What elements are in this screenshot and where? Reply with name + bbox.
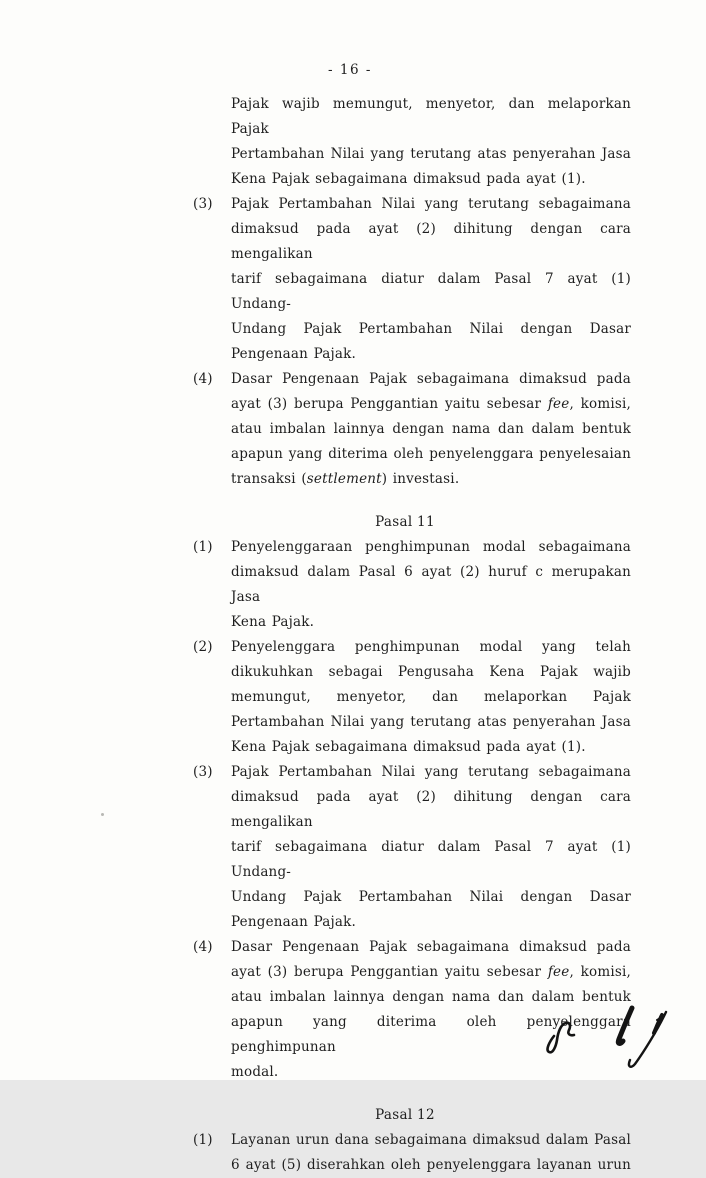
text-line: apapun yang diterima oleh penyelenggara penghimpunan: [231, 1014, 631, 1055]
item-number: (4): [193, 939, 213, 955]
section-heading: Pasal 12: [375, 1107, 435, 1123]
numbered-paragraph: [193, 635, 631, 760]
text-line: 6 ayat (5) diserahkan oleh penyelenggara layanan urun: [231, 1157, 631, 1173]
numbered-paragraph: [193, 192, 631, 367]
item-number: (3): [193, 196, 213, 212]
text-line: transaksi (settlement) investasi.: [231, 471, 460, 487]
text-line: tarif sebagaimana diatur dalam Pasal 7 ayat (1) Undang-: [231, 839, 631, 880]
text-line: Kena Pajak sebagaimana dimaksud pada ayat (1).: [231, 171, 586, 187]
text-line: Penyelenggara penghimpunan modal yang telah: [231, 639, 631, 655]
text-line: Kena Pajak sebagaimana dimaksud pada ayat (1).: [231, 739, 586, 755]
text-line: tarif sebagaimana diatur dalam Pasal 7 ayat (1) Undang-: [231, 271, 631, 312]
text-line: Penyelenggaraan penghimpunan modal sebagaimana: [231, 539, 631, 555]
text-line: atau imbalan lainnya dengan nama dan dalam bentuk: [231, 421, 631, 437]
item-number: (1): [193, 539, 213, 555]
text-line: Pajak Pertambahan Nilai yang terutang sebagaimana: [231, 196, 631, 212]
text-line: Pengenaan Pajak.: [231, 914, 357, 930]
text-line: Pengenaan Pajak.: [231, 346, 357, 362]
text-line: modal.: [231, 1064, 279, 1080]
numbered-paragraph: [193, 535, 631, 635]
text-line: dimaksud pada ayat (2) dihitung dengan cara mengalikan: [231, 789, 631, 830]
handwritten-initials: [520, 998, 696, 1080]
text-line: ayat (3) berupa Penggantian yaitu sebesar fee, komisi,: [231, 396, 631, 412]
numbered-paragraph: [193, 1128, 631, 1178]
text-line: dimaksud pada ayat (2) dihitung dengan cara mengalikan: [231, 221, 631, 262]
text-line: Undang Pajak Pertambahan Nilai dengan Dasar: [231, 889, 631, 905]
text-line: apapun yang diterima oleh penyelenggara penyelesaian: [231, 446, 631, 462]
item-number: (4): [193, 371, 213, 387]
text-line: Dasar Pengenaan Pajak sebagaimana dimaksud pada: [231, 939, 631, 955]
text-line: dimaksud dalam Pasal 6 ayat (2) huruf c merupakan Jasa: [231, 564, 631, 605]
text-line: dikukuhkan sebagai Pengusaha Kena Pajak wajib: [231, 664, 631, 680]
text-line: Dasar Pengenaan Pajak sebagaimana dimaksud pada: [231, 371, 631, 387]
section-heading: Pasal 11: [375, 514, 435, 530]
scan-speckle: [101, 813, 104, 816]
text-line: memungut, menyetor, dan melaporkan Pajak: [231, 689, 631, 705]
paragraph-continuation: [193, 92, 631, 192]
page-number: - 16 -: [328, 62, 372, 78]
text-line: Pajak Pertambahan Nilai yang terutang sebagaimana: [231, 764, 631, 780]
text-line: Pertambahan Nilai yang terutang atas penyerahan Jasa: [231, 146, 631, 162]
item-number: (1): [193, 1132, 213, 1148]
item-number: (3): [193, 764, 213, 780]
text-line: ayat (3) berupa Penggantian yaitu sebesar fee, komisi,: [231, 964, 631, 980]
text-line: Undang Pajak Pertambahan Nilai dengan Dasar: [231, 321, 631, 337]
text-line: Pajak wajib memungut, menyetor, dan melaporkan Pajak: [231, 96, 631, 137]
text-line: Pertambahan Nilai yang terutang atas penyerahan Jasa: [231, 714, 631, 730]
numbered-paragraph: [193, 760, 631, 935]
text-line: Layanan urun dana sebagaimana dimaksud dalam Pasal: [231, 1132, 631, 1148]
text-line: atau imbalan lainnya dengan nama dan dalam bentuk: [231, 989, 631, 1005]
item-number: (2): [193, 639, 213, 655]
numbered-paragraph: [193, 367, 631, 492]
text-line: Kena Pajak.: [231, 614, 315, 630]
